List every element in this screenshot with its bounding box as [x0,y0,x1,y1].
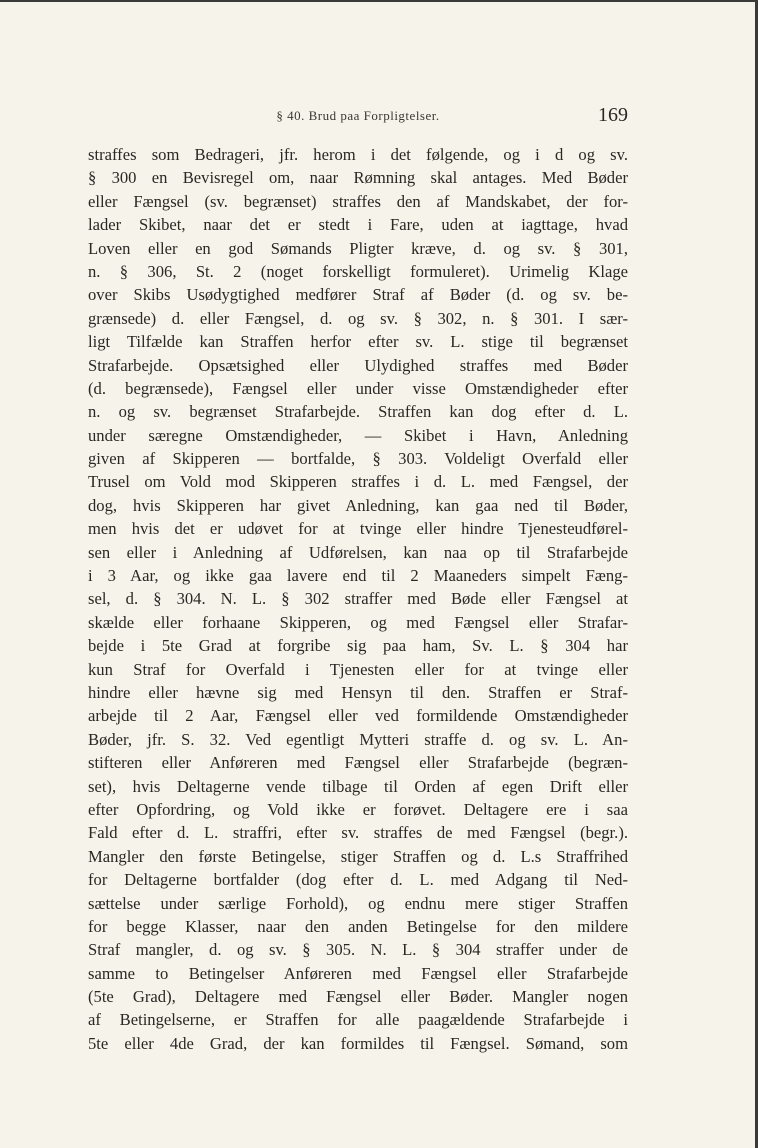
text-line: (5te Grad), Deltagere med Fængsel eller Bøder. Mangler nogen [88,987,628,1007]
text-line: Trusel om Vold mod Skipperen straffes i d. L. med Fængsel, der [88,472,628,492]
text-line: § 300 en Bevisregel om, naar Rømning skal antages. Med Bøder [88,168,628,188]
text-line: kun Straf for Overfald i Tjenesten eller for at tvinge eller [88,659,628,679]
text-line: af Betingelserne, er Straffen for alle paagældende Strafarbejde i [88,1010,628,1030]
text-line: men hvis det er udøvet for at tvinge eller hindre Tjenesteudførel- [88,519,628,539]
text-line: lader Skibet, naar det er stedt i Fare, uden at iagttage, hvad [88,215,628,235]
text-line: (d. begrænsede), Fængsel eller under visse Omstændigheder efter [88,378,628,398]
text-line: grænsede) d. eller Fængsel, d. og sv. § 302, n. § 301. I sær- [88,308,628,328]
text-line: stifteren eller Anføreren med Fængsel eller Strafarbejde (begræn- [88,753,628,773]
text-line: samme to Betingelser Anføreren med Fængsel eller Strafarbejde [88,963,628,983]
text-line: for begge Klasser, naar den anden Betingelse for den mildere [88,916,628,936]
text-line: Fald efter d. L. straffri, efter sv. straffes de med Fængsel (begr.). [88,823,628,843]
text-line: given af Skipperen — bortfalde, § 303. Voldeligt Overfald eller [88,449,628,469]
text-line: hindre eller hævne sig med Hensyn til den. Straffen er Straf- [88,682,628,702]
text-line: sættelse under særlige Forhold), og endnu mere stiger Straffen [88,893,628,913]
text-line: sel, d. § 304. N. L. § 302 straffer med Bøde eller Fængsel at [88,589,628,609]
text-line: 5te eller 4de Grad, der kan formildes til Fængsel. Sømand, som [88,1033,628,1053]
text-line: straffes som Bedrageri, jfr. herom i det følgende, og i d og sv. [88,145,628,164]
text-line: over Skibs Usødygtighed medfører Straf af Bøder (d. og sv. be- [88,285,628,305]
text-line: Straf mangler, d. og sv. § 305. N. L. § 304 straffer under de [88,940,628,960]
text-line: dog, hvis Skipperen har givet Anledning, kan gaa ned til Bøder, [88,495,628,515]
text-line: Bøder, jfr. S. 32. Ved egentligt Mytteri straffe d. og sv. L. An- [88,729,628,749]
text-line: n. § 306, St. 2 (noget forskelligt formuleret). Urimelig Klage [88,261,628,281]
page-header [88,104,628,128]
text-line: arbejde til 2 Aar, Fængsel eller ved formildende Omstændigheder [88,706,628,726]
running-head: § 40. Brud paa Forpligtelser. [276,108,440,123]
text-line: eller Fængsel (sv. begrænset) straffes den af Mandskabet, der for- [88,191,628,211]
text-line: bejde i 5te Grad at forgribe sig paa ham, Sv. L. § 304 har [88,636,628,656]
text-line: Strafarbejde. Opsætsighed eller Ulydighed straffes med Bøder [88,355,628,375]
text-line: skælde eller forhaane Skipperen, og med Fængsel eller Strafar- [88,612,628,632]
text-line: sen eller i Anledning af Udførelsen, kan naa op til Strafarbejde [88,542,628,562]
page-number: 169 [598,104,628,126]
text-line: ligt Tilfælde kan Straffen herfor efter sv. L. stige til begrænset [88,332,628,352]
text-line: Mangler den første Betingelse, stiger Straffen og d. L.s Straffrihed [88,846,628,866]
text-line: efter Opfordring, og Vold ikke er forøvet. Deltagere ere i saa [88,799,628,819]
body-text [88,143,628,1055]
text-line: under særegne Omstændigheder, — Skibet i Havn, Anledning [88,425,628,445]
text-line: Loven eller en god Sømands Pligter kræve, d. og sv. § 301, [88,238,628,258]
text-line: i 3 Aar, og ikke gaa lavere end til 2 Maaneders simpelt Fæng- [88,566,628,586]
text-line: n. og sv. begrænset Strafarbejde. Straffen kan dog efter d. L. [88,402,628,422]
text-line: set), hvis Deltagerne vende tilbage til Orden af egen Drift eller [88,776,628,796]
text-line: for Deltagerne bortfalder (dog efter d. L. med Adgang til Ned- [88,870,628,890]
